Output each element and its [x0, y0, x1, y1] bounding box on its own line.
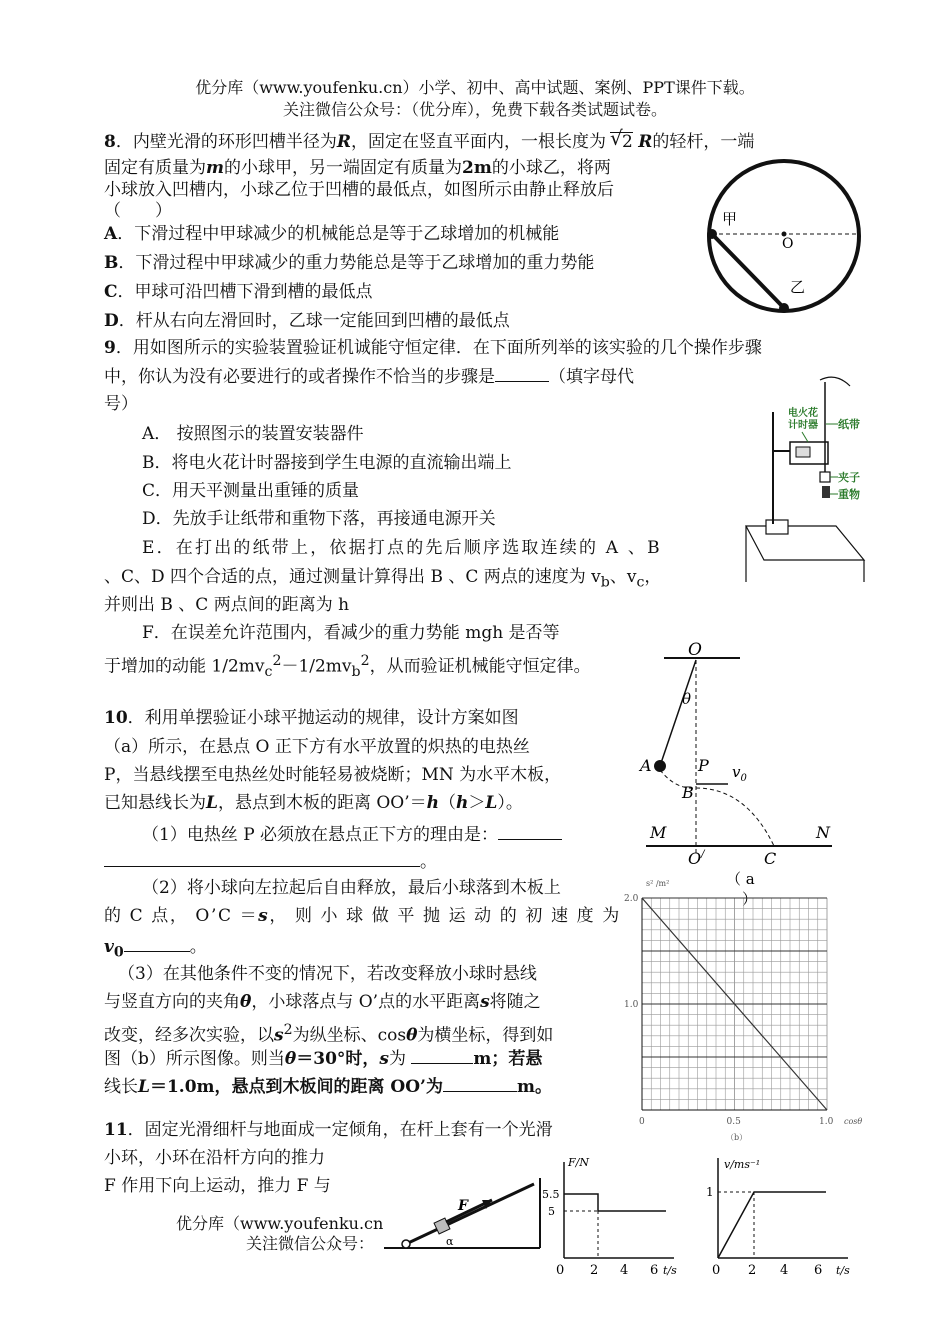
var-theta: θ [284, 1049, 297, 1069]
q10-graph-b [620, 872, 865, 1144]
q9-text: （填字母代 [549, 367, 634, 387]
q10-p1-blank[interactable] [498, 822, 562, 840]
ball-yi [779, 303, 789, 313]
x-tick-6: 6 [814, 1263, 823, 1278]
x-axis-label: t/s [836, 1264, 850, 1277]
q11-graph-v-t [698, 1152, 858, 1278]
q8-option-a[interactable] [104, 222, 559, 246]
x-tick-6: 6 [650, 1263, 659, 1278]
q10-part-2-line-3 [104, 934, 207, 964]
option-text: ．甲球可沿凹槽下滑到槽的最低点 [117, 282, 373, 302]
q10-part-3-line-4 [104, 1046, 542, 1071]
var-l: L [206, 793, 218, 813]
q10-stem-line-2: （a）所示，在悬点 O 正下方有水平放置的炽热的电热丝 [104, 737, 530, 757]
q10-part-1-cont [104, 849, 437, 874]
q8-option-c[interactable] [104, 280, 373, 304]
label-o: O [688, 640, 702, 660]
var-s: s [258, 906, 270, 926]
var-l: L [485, 793, 498, 813]
header-line-1: 优分库（www.youfenku.cn）小学、初中、高中试题、案例、PPT课件下载。 [195, 78, 755, 97]
q10-part-2-line-2 [104, 904, 621, 928]
q10-text: ．利用单摆验证小球平抛运动的规律，设计方案如图 [127, 708, 519, 728]
q9-text: ，从而验证机械能守恒定律。 [369, 656, 591, 677]
label-weight: 重物 [838, 488, 860, 501]
x-tick-0: 0 [556, 1263, 565, 1278]
q11-stem-line-1 [104, 1118, 553, 1142]
q8-ring-figure [700, 156, 870, 316]
q9-text: ， [644, 567, 662, 587]
y-axis-label: F/N [568, 1156, 589, 1169]
q10-text: ＝30°时， [296, 1049, 380, 1069]
x-axis-label: t/s [663, 1264, 677, 1277]
q10-text: ＝1.0m，悬点到木板间的距离 OO’为 [149, 1077, 443, 1097]
q9-step-f-line-2 [104, 649, 591, 684]
q10-stem-line-4 [104, 791, 523, 815]
q9-step-f-line-1: F．在误差允许范围内，看减少的重力势能 mgh 是否等 [142, 623, 560, 643]
rod-pivot [402, 1240, 410, 1248]
q10-text: （1）电热丝 P 必须放在悬点正下方的理由是： [142, 825, 499, 845]
fig-a-caption: （ a ） [726, 870, 758, 906]
q10-pendulum-figure [636, 638, 836, 906]
var-s: s [480, 992, 490, 1012]
q10-text: m。 [516, 1077, 552, 1097]
q8-number: 8 [104, 132, 116, 152]
q11-incline-figure [380, 1172, 550, 1256]
var-s: s [274, 1025, 284, 1046]
q10-text: 与竖直方向的夹角 [104, 992, 240, 1012]
q11-number: 11 [104, 1120, 128, 1140]
fixed-rod [406, 1184, 534, 1244]
y-axis-label: s² /m² [646, 879, 670, 888]
var-s: s [379, 1049, 389, 1069]
q8-option-d[interactable] [104, 309, 510, 333]
footer-line-1: 优分库（www.youfenku.cn [176, 1214, 384, 1233]
footer-line-2: 关注微信公众号： [246, 1234, 375, 1253]
x-tick-0: 0 [639, 1117, 645, 1127]
option-text: ．下滑过程中甲球减少的重力势能总是等于乙球增加的重力势能 [118, 253, 595, 273]
q9-apparatus-figure [740, 376, 870, 586]
y-tick-1.0: 1.0 [624, 1000, 639, 1010]
q10-text: 线长 [104, 1077, 138, 1097]
option-label: D [104, 311, 119, 331]
q10-text: ，悬点到木板的距离 OO’＝ [217, 793, 427, 813]
q10-part-3-line-2 [104, 990, 541, 1014]
q11-stem-line-2: 小环，小环在沿杆方向的推力 [104, 1148, 325, 1168]
label-b: B [682, 783, 694, 802]
label-timer: 电火花计时器 [788, 408, 818, 431]
q8-stem-line-2 [104, 156, 611, 180]
sqrt-symbol: √ 2 [609, 126, 633, 152]
q8-text: 的小球乙，将两 [491, 158, 611, 178]
q10-text: 已知悬线长为 [104, 793, 206, 813]
q10-part-1 [142, 822, 562, 847]
q9-step-e-line-2 [104, 565, 661, 594]
x-tick-0: 0 [712, 1263, 721, 1278]
header-line-2: 关注微信公众号：（优分库），免费下载各类试题试卷。 [282, 100, 667, 119]
var-theta: θ [406, 1025, 418, 1046]
q9-text: 中，你认为没有必要进行的或者操作不恰当的步骤是 [104, 367, 495, 387]
subscript-0: 0 [113, 944, 124, 961]
q9-text: －1/2mv [281, 656, 352, 677]
option-text: ．下滑过程中甲球减少的机械能总是等于乙球增加的机械能 [117, 224, 560, 244]
q10-text: 将随之 [489, 992, 541, 1012]
q10-text: 为 [388, 1049, 406, 1069]
x-axis-label: cosθ [844, 1117, 863, 1126]
q10-text: ＞ [468, 793, 486, 813]
q8-var-m: m [206, 158, 224, 178]
q10-number: 10 [104, 708, 128, 728]
superscript-2: 2 [272, 653, 282, 669]
option-label: C [104, 282, 118, 302]
x-tick-2: 2 [590, 1263, 599, 1278]
q8-var-r2: R [638, 132, 653, 152]
var-h: h [456, 793, 469, 813]
x-tick-1.0: 1.0 [819, 1117, 834, 1127]
weight [822, 486, 830, 498]
q9-step-e-line-3: 并则出 B 、C 两点间的距离为 h [104, 595, 350, 615]
q8-stem-line-1 [104, 126, 755, 154]
q8-answer-bracket: （ ） [104, 201, 172, 221]
label-m: M [650, 823, 667, 842]
q9-step-d: D．先放手让纸带和重物下落，再接通电源开关 [142, 509, 496, 529]
clip [820, 472, 830, 482]
y-tick-5.5: 5.5 [542, 1188, 560, 1201]
label-alpha: α [446, 1235, 454, 1248]
option-label: A [104, 224, 118, 244]
y-axis-label: v/ms⁻¹ [724, 1158, 761, 1171]
label-a: A [640, 756, 652, 775]
label-v0: $v_0$ [732, 763, 747, 784]
q9-stem-line-2 [104, 364, 634, 389]
q8-var-r: R [336, 132, 351, 152]
q9-stem-line-1 [104, 336, 762, 360]
superscript-2: 2 [283, 1022, 293, 1038]
x-tick-0.5: 0.5 [726, 1117, 741, 1127]
label-tape: 纸带 [838, 418, 860, 431]
q9-text: 、C、D 四个合适的点，通过测量计算得出 B 、C 两点的速度为 v [104, 567, 601, 587]
q10-p1-blank-2[interactable] [104, 849, 420, 867]
pendulum-string [660, 660, 696, 766]
timer-window [796, 447, 810, 457]
label-p: P [698, 756, 709, 775]
q9-number: 9 [104, 338, 116, 358]
option-label: B [104, 253, 119, 273]
q9-step-b: B．将电火花计时器接到学生电源的直流输出端上 [142, 453, 512, 473]
ball-jia [707, 229, 717, 239]
y-tick-2.0: 2.0 [624, 894, 639, 904]
fig-b-caption: （b） [726, 1133, 748, 1142]
q9-text: 、v [609, 567, 637, 587]
q9-text: 于增加的动能 1/2mv [104, 656, 265, 677]
q8-text: 的轻杆，一端 [652, 132, 755, 152]
subscript-c: c [264, 664, 273, 681]
q9-step-c: C．用天平测量出重锤的质量 [142, 481, 360, 501]
v-t-line [718, 1192, 826, 1258]
var-h: h [426, 793, 440, 813]
q9-step-a: A． 按照图示的装置安装器件 [142, 424, 364, 444]
q10-text: 的 C 点， O’C ＝ [104, 906, 259, 926]
subscript-b: b [600, 574, 610, 591]
light-rod [712, 234, 784, 308]
q10-stem-line-3: P，当悬线摆至电热丝处时能轻易被烧断；MN 为水平木板， [104, 765, 562, 785]
q10-text: 为纵坐标、cos [292, 1025, 407, 1046]
q10-p3-blank-1[interactable] [411, 1046, 473, 1064]
q10-part-2-line-1: （2）将小球向左拉起后自由释放，最后小球落到木板上 [142, 878, 561, 898]
q10-part-3-line-3 [104, 1018, 553, 1048]
q11-stem-line-3: F 作用下向上运动，推力 F 与 [104, 1176, 331, 1196]
projectile-path [696, 788, 774, 846]
y-tick-1: 1 [706, 1185, 714, 1199]
label-o: O [782, 236, 794, 252]
x-tick-4: 4 [780, 1263, 789, 1278]
superscript-2: 2 [360, 653, 370, 669]
q10-text: 图（b）所示图像。则当 [104, 1049, 285, 1069]
q8-option-b[interactable] [104, 251, 594, 275]
q10-text: ， 则 小 球 做 平 抛 运 动 的 初 速 度 为 [269, 906, 621, 926]
label-n: N [816, 823, 830, 842]
label-theta: θ [682, 690, 692, 708]
option-text: ．杆从右向左滑回时，乙球一定能回到凹槽的最低点 [118, 311, 510, 331]
subscript-b: b [351, 664, 361, 681]
y-tick-5: 5 [548, 1205, 555, 1218]
label-jia: 甲 [722, 210, 738, 228]
subscript-c: c [636, 574, 645, 591]
q8-var-2m: 2m [462, 158, 492, 178]
q10-stem-line-1 [104, 706, 519, 730]
q9-answer-blank[interactable] [495, 364, 549, 382]
label-yi: 乙 [790, 278, 806, 296]
q11-graph-f-t [542, 1152, 682, 1278]
q10-text: 改变，经多次实验，以 [104, 1025, 274, 1046]
q11-text: ．固定光滑细杆与地面成一定倾角，在杆上套有一个光滑 [127, 1120, 553, 1140]
q8-stem-line-3: 小球放入凹槽内，小球乙位于凹槽的最低点，如图所示由静止释放后 [104, 180, 614, 200]
q9-stem-line-3: 号） [104, 394, 138, 414]
q10-text: 为横坐标，得到如 [417, 1025, 554, 1046]
q8-text: ．内壁光滑的环形凹槽半径为 [115, 132, 337, 152]
q8-text: ，固定在竖直平面内，一根长度为 [350, 132, 606, 152]
q8-text: 的小球甲，另一端固定有质量为 [224, 158, 462, 178]
q10-text: ）。 [497, 793, 523, 813]
var-l: L [138, 1077, 150, 1097]
label-f: F [458, 1198, 468, 1214]
q10-text: 。 [420, 852, 437, 872]
q9-text: ．用如图所示的实验装置验证机诚能守恒定律．在下面所列举的该实验的几个操作步骤 [115, 338, 762, 358]
q10-p2-blank[interactable] [124, 934, 190, 952]
leader-line [802, 432, 808, 442]
q10-text: 。 [189, 937, 207, 957]
var-v: v [104, 937, 114, 957]
q10-text: ，小球落点与 O’点的水平距离 [251, 992, 481, 1012]
q10-part-3-line-1: （3）在其他条件不变的情况下，若改变释放小球时悬线 [118, 964, 537, 984]
table-top [746, 526, 864, 560]
var-theta: θ [240, 992, 252, 1012]
label-clip: 夹子 [838, 471, 860, 484]
sqrt-value: 2 [621, 132, 633, 152]
stand-base [766, 520, 788, 534]
x-tick-2: 2 [748, 1263, 757, 1278]
f-t-line [564, 1194, 666, 1211]
q10-part-3-line-5 [104, 1074, 552, 1099]
q9-step-e-line-1: E．在打出的纸带上，依据打点的先后顺序选取连续的 A 、B [142, 538, 662, 558]
label-c: C [764, 849, 777, 868]
q10-text: m；若悬 [473, 1049, 543, 1069]
q10-text: （ [439, 793, 457, 813]
q8-text: 固定有质量为 [104, 158, 206, 178]
q10-p3-blank-2[interactable] [443, 1074, 517, 1092]
x-tick-4: 4 [620, 1263, 629, 1278]
label-o-prime: O/ [688, 849, 705, 868]
